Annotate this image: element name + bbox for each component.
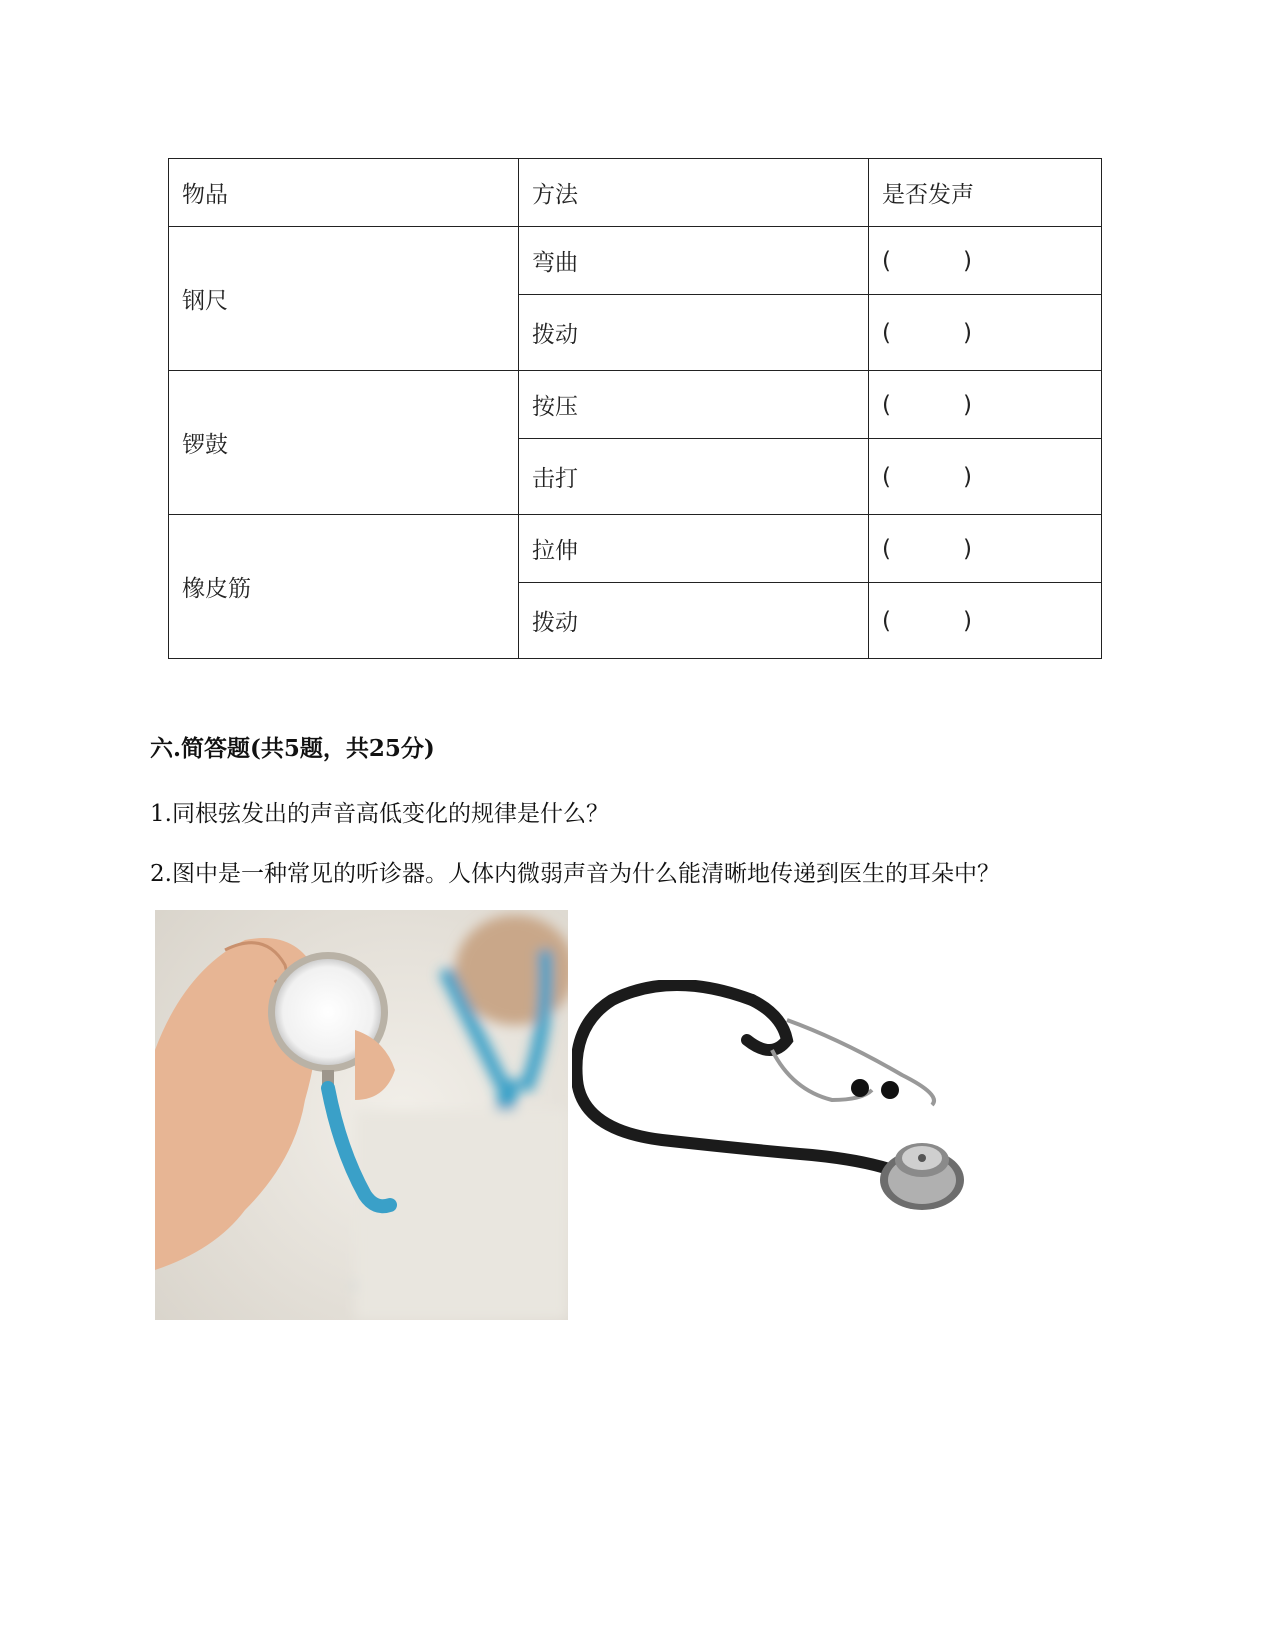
answer-blank[interactable]: ( ) [869, 295, 1102, 371]
stethoscope-photo [572, 980, 1012, 1250]
question-1: 1.同根弦发出的声音高低变化的规律是什么？ [150, 801, 609, 827]
sound-table [168, 158, 1102, 659]
answer-blank[interactable]: ( ) [869, 227, 1102, 295]
method-cell: 弯曲 [519, 227, 869, 295]
stethoscope-hand-photo [155, 910, 568, 1320]
method-cell: 按压 [519, 371, 869, 439]
header-sound: 是否发声 [869, 159, 1102, 227]
method-cell: 击打 [519, 439, 869, 515]
header-item: 物品 [169, 159, 519, 227]
item-cell: 橡皮筋 [169, 515, 519, 659]
method-cell: 拨动 [519, 583, 869, 659]
question-2: 2.图中是一种常见的听诊器。人体内微弱声音为什么能清晰地传递到医生的耳朵中？ [150, 861, 1000, 887]
answer-blank[interactable]: ( ) [869, 371, 1102, 439]
section-title: 六.简答题(共5题，共25分) [150, 735, 435, 762]
item-cell: 锣鼓 [169, 371, 519, 515]
method-cell: 拉伸 [519, 515, 869, 583]
item-cell: 钢尺 [169, 227, 519, 371]
answer-blank[interactable]: ( ) [869, 515, 1102, 583]
answer-blank[interactable]: ( ) [869, 439, 1102, 515]
method-cell: 拨动 [519, 295, 869, 371]
header-method: 方法 [519, 159, 869, 227]
answer-blank[interactable]: ( ) [869, 583, 1102, 659]
